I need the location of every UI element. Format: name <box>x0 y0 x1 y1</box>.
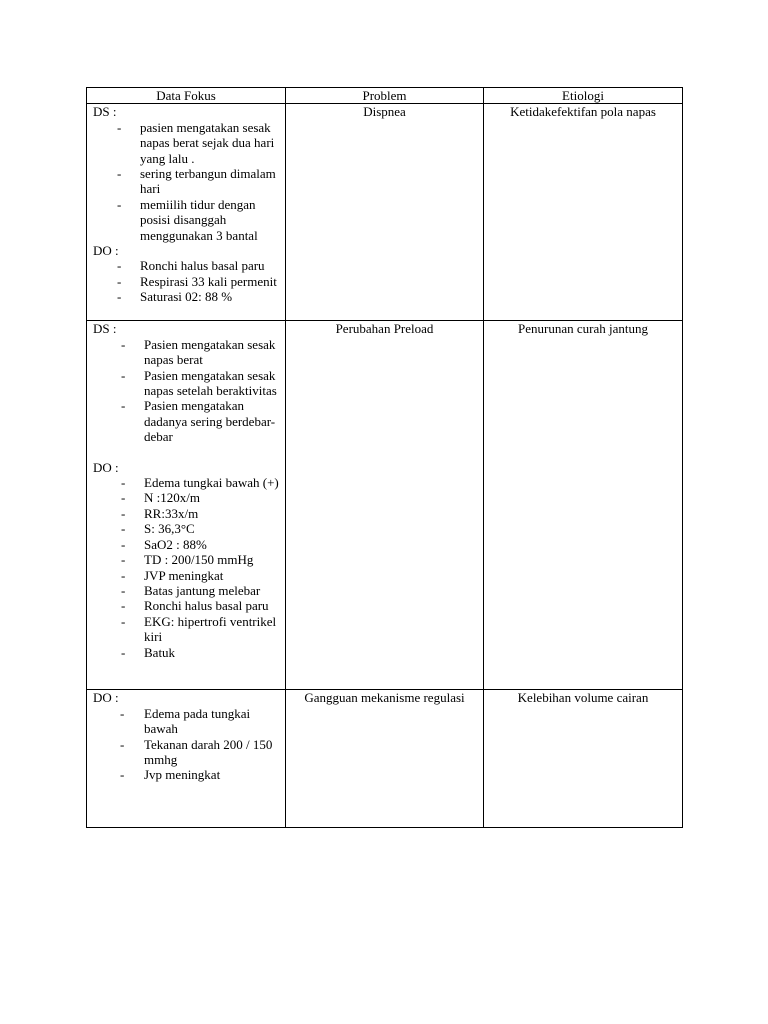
list-item: - memiilih tidur dengan posisi disanggah menggunakan 3 bantal <box>117 196 258 243</box>
data-fokus-cell <box>87 104 286 321</box>
list-item: - Pasien mengatakan sesak napas berat <box>121 336 276 368</box>
list-item: - Respirasi 33 kali permenit <box>117 273 277 289</box>
list-item: - Tekanan darah 200 / 150 mmhg <box>120 736 273 768</box>
list-item: - Jvp meningkat <box>120 767 221 783</box>
nursing-analysis-table <box>86 87 683 828</box>
ds-list <box>93 120 279 243</box>
ds-label: DS : <box>93 104 117 120</box>
list-item: - RR:33x/m <box>121 505 199 521</box>
list-item: - S: 36,3°C <box>121 521 195 537</box>
do-list <box>93 475 279 660</box>
list-item: - N :120x/m <box>121 490 200 506</box>
etiologi-cell: Ketidakefektifan pola napas <box>484 104 683 321</box>
list-item: - SaO2 : 88% <box>121 536 207 552</box>
list-item: - sering terbangun dimalam hari <box>117 166 276 197</box>
problem-cell: Dispnea <box>286 104 484 321</box>
list-item: - TD : 200/150 mmHg <box>121 552 254 568</box>
list-item: - JVP meningkat <box>121 567 224 583</box>
data-fokus-cell <box>87 321 286 690</box>
do-list <box>93 258 279 304</box>
table-row <box>87 104 683 321</box>
list-item: - EKG: hipertrofi ventrikel kiri <box>121 613 277 645</box>
header-problem: Problem <box>286 88 484 104</box>
data-fokus-cell <box>87 690 286 828</box>
header-etiologi: Etiologi <box>484 88 683 104</box>
problem-cell: Perubahan Preload <box>286 321 484 690</box>
table-row <box>87 690 683 828</box>
header-row <box>87 88 683 104</box>
list-item: - Ronchi halus basal paru <box>117 258 265 274</box>
do-label: DO : <box>93 243 119 259</box>
list-item: - Batas jantung melebar <box>121 582 261 598</box>
problem-cell: Gangguan mekanisme regulasi <box>286 690 484 828</box>
list-item: - Ronchi halus basal paru <box>121 598 269 614</box>
table-row <box>87 321 683 690</box>
list-item: - Pasien mengatakan dadanya sering berdebar-debar <box>121 398 276 445</box>
list-item: - Batuk <box>121 644 176 660</box>
ds-list <box>93 337 279 445</box>
list-item: - Pasien mengatakan sesak napas setelah beraktivitas <box>121 367 277 399</box>
list-item: - Edema tungkai bawah (+) <box>121 475 279 491</box>
do-label: DO : <box>93 459 119 475</box>
header-data-fokus: Data Fokus <box>87 88 286 104</box>
list-item: - pasien mengatakan sesak napas berat sejak dua hari yang lalu . <box>117 119 275 166</box>
ds-label: DS : <box>93 321 117 337</box>
do-label: DO : <box>93 690 119 706</box>
list-item: - Edema pada tungkai bawah <box>120 705 251 737</box>
etiologi-cell: Kelebihan volume cairan <box>484 690 683 828</box>
list-item: - Saturasi 02: 88 % <box>117 289 233 305</box>
do-list <box>93 706 279 783</box>
etiologi-cell: Penurunan curah jantung <box>484 321 683 690</box>
